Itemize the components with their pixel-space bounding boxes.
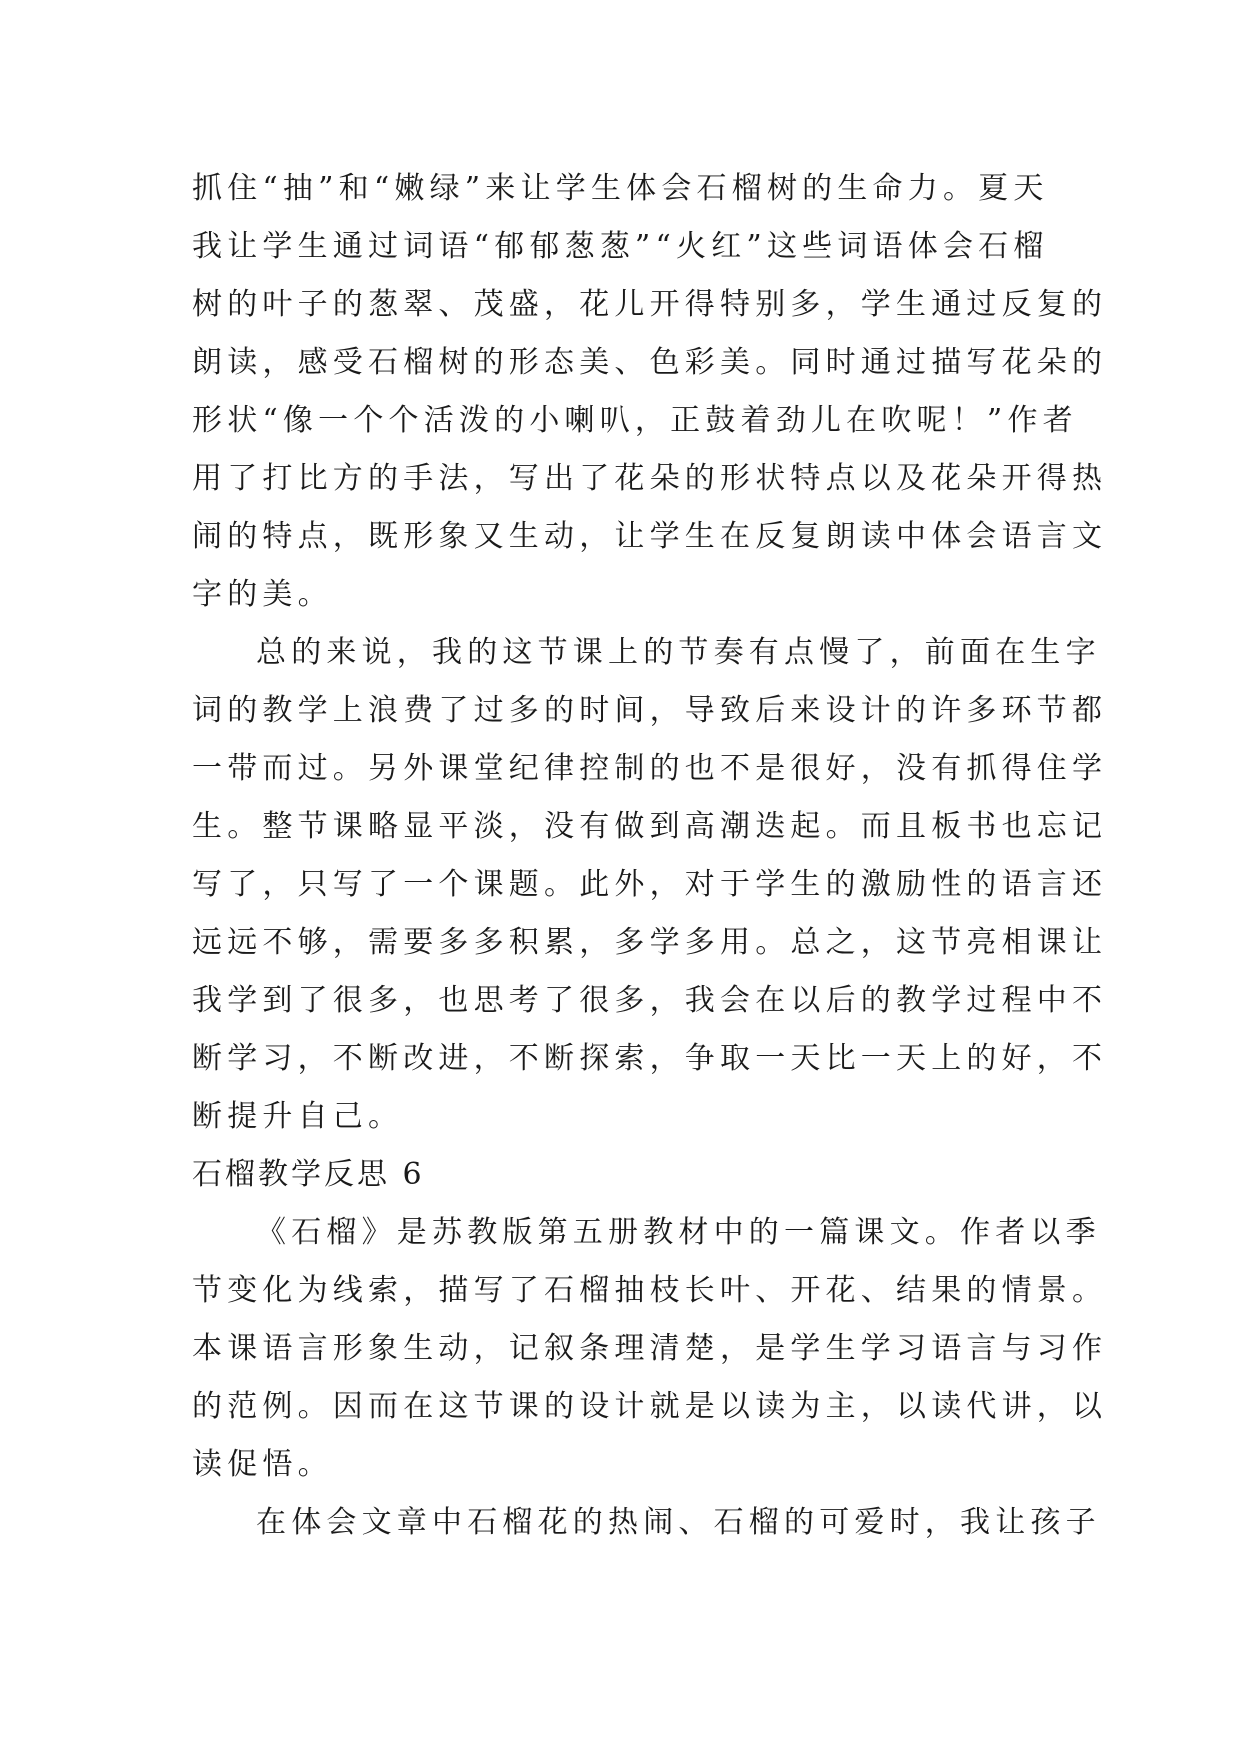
text-line: 在体会文章中石榴花的热闹、石榴的可爱时，我让孩子 [256, 1505, 1101, 1540]
text-line: 断学习，不断改进，不断探索，争取一天比一天上的好，不 [192, 1041, 1108, 1076]
text-line: 我学到了很多，也思考了很多，我会在以后的教学过程中不 [192, 983, 1108, 1018]
text-line: 读促悟。 [192, 1447, 333, 1482]
text-line: 节变化为线索，描写了石榴抽枝长叶、开花、结果的情景。 [192, 1273, 1108, 1308]
text-line: 写了，只写了一个课题。此外，对于学生的激励性的语言还 [192, 867, 1108, 902]
text-line: 闹的特点，既形象又生动，让学生在反复朗读中体会语言文 [192, 519, 1108, 554]
text-line: 本课语言形象生动，记叙条理清楚，是学生学习语言与习作 [192, 1331, 1108, 1366]
text-line: 词的教学上浪费了过多的时间，导致后来设计的许多环节都 [192, 693, 1108, 728]
text-line: 生。整节课略显平淡，没有做到高潮迭起。而且板书也忘记 [192, 809, 1108, 844]
text-line: 形状“像一个个活泼的小喇叭，正鼓着劲儿在吹呢！”作者 [192, 403, 1078, 438]
text-line: 抓住“抽”和“嫩绿”来让学生体会石榴树的生命力。夏天 [192, 171, 1049, 206]
text-line: 远远不够，需要多多积累，多学多用。总之，这节亮相课让 [192, 925, 1108, 960]
text-line: 总的来说，我的这节课上的节奏有点慢了，前面在生字 [256, 635, 1101, 670]
text-line: 树的叶子的葱翠、茂盛，花儿开得特别多，学生通过反复的 [192, 287, 1108, 322]
text-line: 字的美。 [192, 577, 333, 612]
text-line: 《石榴》是苏教版第五册教材中的一篇课文。作者以季 [256, 1215, 1101, 1250]
section-heading: 石榴教学反思 6 [192, 1157, 425, 1192]
document-body [192, 160, 1108, 1552]
text-line: 一带而过。另外课堂纪律控制的也不是很好，没有抓得住学 [192, 751, 1108, 786]
text-line: 朗读，感受石榴树的形态美、色彩美。同时通过描写花朵的 [192, 345, 1108, 380]
text-line: 我让学生通过词语“郁郁葱葱”“火红”这些词语体会石榴 [192, 229, 1049, 264]
text-line: 用了打比方的手法，写出了花朵的形状特点以及花朵开得热 [192, 461, 1108, 496]
text-line: 断提升自己。 [192, 1099, 404, 1134]
text-line: 的范例。因而在这节课的设计就是以读为主，以读代讲，以 [192, 1389, 1108, 1424]
